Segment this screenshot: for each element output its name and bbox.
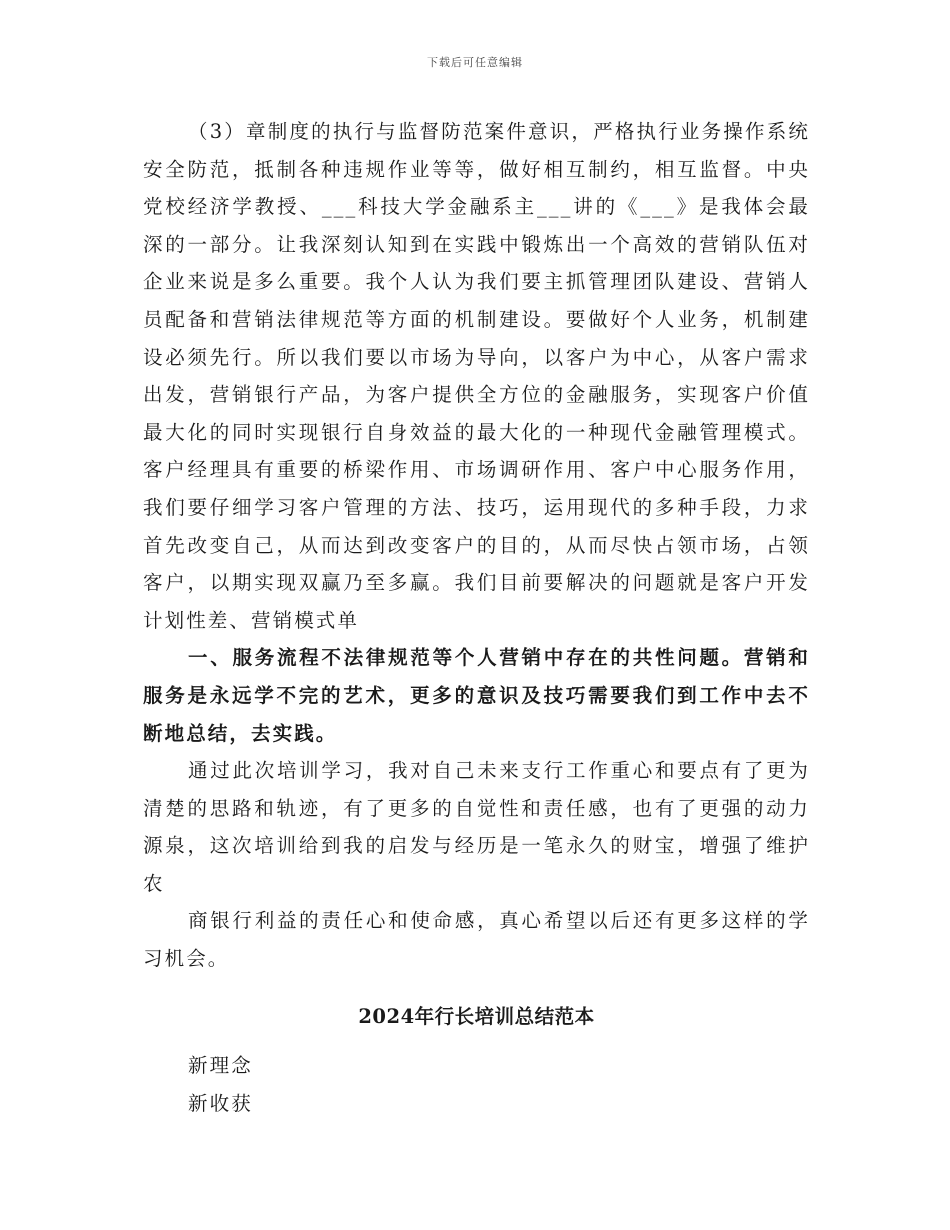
- document-body: [143, 113, 810, 1122]
- paragraph-3: 通过此次培训学习，我对自己未来支行工作重心和要点有了更为清楚的思路和轨迹，有了更多的自觉性和责任感，也有了更强的动力源泉，这次培训给到我的启发与经历是一笔永久的财宝，增强了维护农: [143, 759, 810, 895]
- subitem-new-concept: 新理念: [188, 1054, 253, 1078]
- paragraph-1: （3）章制度的执行与监督防范案件意识，严格执行业务操作系统安全防范，抵制各种违规作业等等，做好相互制约，相互监督。中央党校经济学教授、___科技大学金融系主___讲的《___》是我体会最深的一部分。让我深刻认知到在实践中锻炼出一个高效的营销队伍对企业来说是多么重要。我个人认为我们要主抓管理团队建设、营销人员配备和营销法律规范等方面的机制建设。要做好个人业务，机制建设必须先行。所以我们要以市场为导向，以客户为中心，从客户需求出发，营销银行产品，为客户提供全方位的金融服务，实现客户价值最大化的同时实现银行自身效益的最大化的一种现代金融管理模式。客户经理具有重要的桥梁作用、市场调研作用、客户中心服务作用，我们要仔细学习客户管理的方法、技巧，运用现代的多种手段，力求首先改变自己，从而达到改变客户的目的，从而尽快占领市场，占领客户，以期实现双赢乃至多赢。我们目前要解决的问题就是客户开发计划性差、营销模式单: [143, 120, 810, 632]
- paragraph-4: 商银行利益的责任心和使命感，真心希望以后还有更多这样的学习机会。: [143, 909, 810, 971]
- subitem-new-gains: 新收获: [188, 1091, 253, 1115]
- page-header: 下载后可任意编辑: [427, 56, 523, 69]
- paragraph-2-bold: 一、服务流程不法律规范等个人营销中存在的共性问题。营销和服务是永远学不完的艺术，更多的意识及技巧需要我们到工作中去不断地总结，去实践。: [143, 646, 810, 745]
- section-title: 2024年行长培训总结范本: [358, 1004, 595, 1028]
